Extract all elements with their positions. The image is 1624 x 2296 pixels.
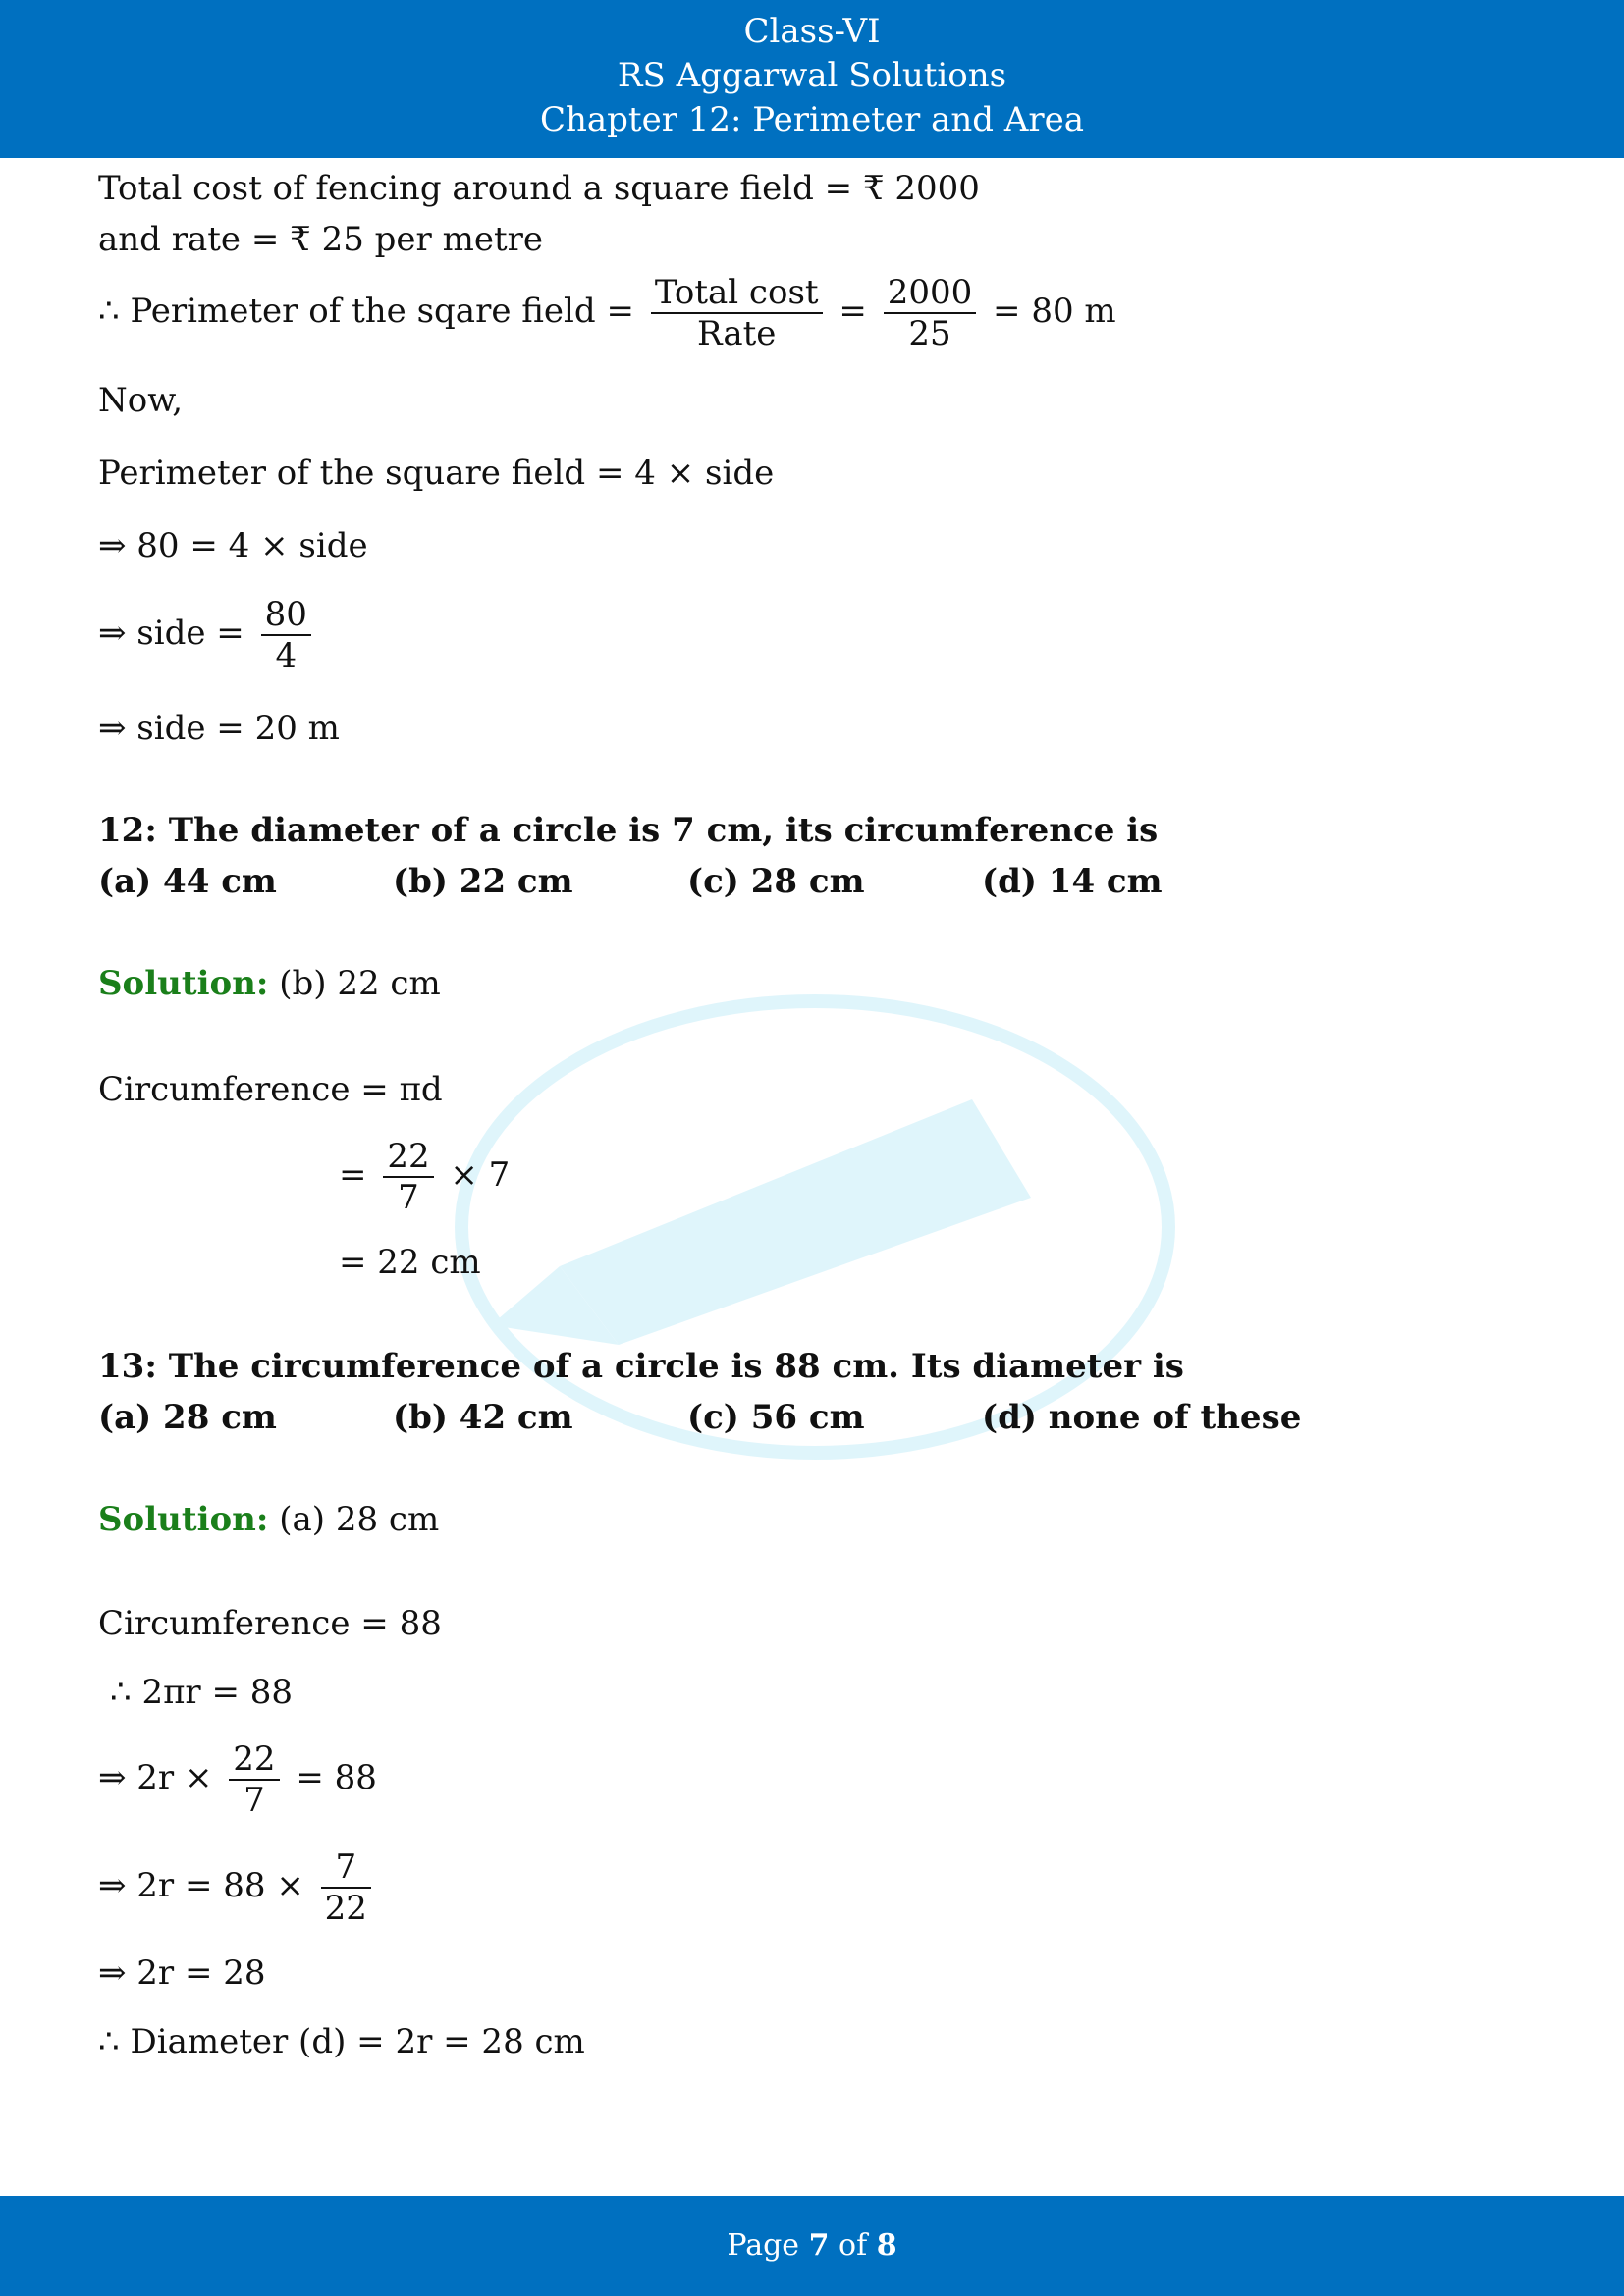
fraction-numerator: 80 bbox=[264, 595, 307, 634]
fraction-numerator: Total cost bbox=[654, 273, 819, 312]
fraction-denominator: 7 bbox=[383, 1176, 433, 1217]
eq-perimeter-lhs: ∴ Perimeter of the sqare field = bbox=[98, 292, 634, 331]
equation-2pir-88: ∴ 2πr = 88 bbox=[110, 1673, 294, 1712]
fraction-7-22 bbox=[321, 1847, 371, 1928]
text-total-cost: Total cost of fencing around a square field = ₹ 2000 bbox=[98, 169, 980, 208]
eq-side-lhs: ⇒ side = bbox=[98, 614, 244, 653]
equation-80-side: ⇒ 80 = 4 × side bbox=[98, 526, 368, 565]
times-seven: × 7 bbox=[450, 1155, 511, 1195]
solution-label: Solution: bbox=[98, 1500, 269, 1539]
option-b: (b) 42 cm bbox=[393, 1398, 573, 1437]
option-d: (d) none of these bbox=[982, 1398, 1302, 1437]
solution-13 bbox=[98, 1498, 439, 1541]
fraction-numerator: 22 bbox=[233, 1739, 276, 1779]
eq-equals-88: = 88 bbox=[296, 1758, 377, 1797]
fraction-denominator: 22 bbox=[321, 1887, 371, 1928]
equation-perimeter-side: Perimeter of the square field = 4 × side bbox=[98, 454, 775, 493]
option-b: (b) 22 cm bbox=[393, 862, 573, 901]
fraction-denominator: 25 bbox=[884, 312, 977, 353]
fraction-numerator: 2000 bbox=[887, 273, 973, 312]
page-number: 7 bbox=[808, 2228, 830, 2263]
page-word: Page bbox=[727, 2228, 800, 2263]
option-a: (a) 28 cm bbox=[98, 1398, 277, 1437]
fraction-numerator: 22 bbox=[387, 1137, 430, 1176]
equation-2r-times-22-7 bbox=[98, 1739, 377, 1820]
option-c: (c) 56 cm bbox=[687, 1398, 865, 1437]
option-c: (c) 28 cm bbox=[687, 862, 865, 901]
solution-answer: (a) 28 cm bbox=[279, 1500, 440, 1539]
header-book: RS Aggarwal Solutions bbox=[617, 56, 1007, 95]
question-12-options bbox=[98, 860, 1473, 903]
question-12: 12: The diameter of a circle is 7 cm, its circumference is bbox=[98, 811, 1159, 850]
question-13-options bbox=[98, 1396, 1473, 1439]
solution-12 bbox=[98, 962, 441, 1005]
option-a: (a) 44 cm bbox=[98, 862, 277, 901]
footer-banner bbox=[0, 2196, 1624, 2296]
equation-side-fraction bbox=[98, 595, 317, 675]
fraction-22-7 bbox=[229, 1739, 279, 1820]
header-class: Class-VI bbox=[743, 12, 881, 51]
fraction-80-4 bbox=[261, 595, 311, 675]
equation-22-cm: = 22 cm bbox=[339, 1243, 481, 1282]
solution-answer: (b) 22 cm bbox=[279, 964, 441, 1003]
fraction-denominator: 7 bbox=[229, 1779, 279, 1820]
eq-2r-lhs: ⇒ 2r × bbox=[98, 1758, 213, 1797]
text-now: Now, bbox=[98, 381, 184, 420]
equation-perimeter bbox=[98, 273, 1116, 353]
fraction-22-7 bbox=[383, 1137, 433, 1217]
fraction-denominator: 4 bbox=[261, 634, 311, 675]
question-13: 13: The circumference of a circle is 88 cm. Its diameter is bbox=[98, 1347, 1184, 1386]
fraction-cost-rate bbox=[651, 273, 823, 353]
header-banner bbox=[0, 0, 1624, 158]
text-rate: and rate = ₹ 25 per metre bbox=[98, 220, 544, 259]
equation-circumference-pid: Circumference = πd bbox=[98, 1070, 443, 1109]
equation-2r-88-times-7-22 bbox=[98, 1847, 377, 1928]
equals-sign: = bbox=[339, 1155, 367, 1195]
fraction-2000-25 bbox=[884, 273, 977, 353]
equals-sign: = bbox=[839, 292, 867, 331]
fraction-denominator: Rate bbox=[651, 312, 823, 353]
header-chapter: Chapter 12: Perimeter and Area bbox=[539, 100, 1085, 139]
equation-side-result: ⇒ side = 20 m bbox=[98, 709, 340, 748]
option-d: (d) 14 cm bbox=[982, 862, 1163, 901]
equation-diameter-result: ∴ Diameter (d) = 2r = 28 cm bbox=[98, 2022, 585, 2061]
eq-2r-lhs: ⇒ 2r = 88 × bbox=[98, 1866, 304, 1905]
eq-perimeter-result: = 80 m bbox=[993, 292, 1116, 331]
of-word: of bbox=[839, 2228, 868, 2263]
equation-22-7-times-7 bbox=[339, 1137, 510, 1217]
solution-label: Solution: bbox=[98, 964, 269, 1003]
fraction-numerator: 7 bbox=[335, 1847, 357, 1887]
equation-2r-28: ⇒ 2r = 28 bbox=[98, 1953, 266, 1993]
equation-circumference-88: Circumference = 88 bbox=[98, 1604, 442, 1643]
page-total: 8 bbox=[876, 2228, 897, 2263]
